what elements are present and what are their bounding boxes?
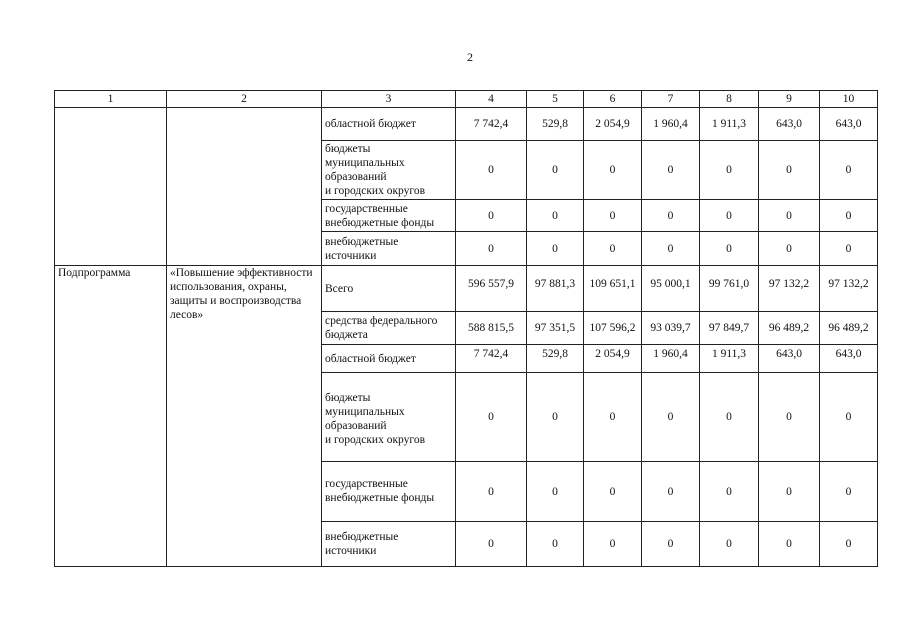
table-row (55, 108, 878, 141)
value-cell: 0 (700, 522, 759, 567)
empty-cell (55, 108, 167, 266)
value-cell: 7 742,4 (456, 345, 527, 373)
value-cell: 0 (527, 200, 584, 232)
value-cell: 0 (700, 232, 759, 266)
table-header-row (55, 91, 878, 108)
value-cell: 529,8 (527, 345, 584, 373)
value-cell: 1 911,3 (700, 108, 759, 141)
value-cell: 643,0 (759, 345, 820, 373)
page-number: 2 (467, 50, 473, 64)
value-cell: 0 (584, 522, 642, 567)
column-header: 6 (584, 91, 642, 108)
value-cell: 0 (820, 462, 878, 522)
funding-source-cell: бюджеты муниципальных образований и городских округов (322, 141, 456, 200)
funding-source-cell: областной бюджет (322, 108, 456, 141)
value-cell: 0 (527, 141, 584, 200)
value-cell: 0 (642, 522, 700, 567)
value-cell: 97 132,2 (820, 266, 878, 312)
value-cell: 96 489,2 (759, 312, 820, 345)
value-cell: 0 (700, 462, 759, 522)
value-cell: 0 (700, 373, 759, 462)
value-cell: 107 596,2 (584, 312, 642, 345)
value-cell: 0 (527, 462, 584, 522)
table-row (55, 266, 878, 312)
value-cell: 0 (642, 200, 700, 232)
column-header: 3 (322, 91, 456, 108)
value-cell: 1 911,3 (700, 345, 759, 373)
value-cell: 0 (584, 462, 642, 522)
funding-source-cell: государственные внебюджетные фонды (322, 200, 456, 232)
value-cell: 0 (642, 232, 700, 266)
value-cell: 0 (700, 200, 759, 232)
funding-source-cell: внебюджетные источники (322, 522, 456, 567)
column-header: 9 (759, 91, 820, 108)
value-cell: 0 (820, 232, 878, 266)
value-cell: 2 054,9 (584, 345, 642, 373)
value-cell: 596 557,9 (456, 266, 527, 312)
value-cell: 0 (527, 522, 584, 567)
value-cell: 97 132,2 (759, 266, 820, 312)
value-cell: 0 (584, 141, 642, 200)
funding-source-cell: средства федерального бюджета (322, 312, 456, 345)
value-cell: 1 960,4 (642, 108, 700, 141)
value-cell: 0 (584, 373, 642, 462)
value-cell: 96 489,2 (820, 312, 878, 345)
value-cell: 0 (456, 200, 527, 232)
value-cell: 0 (759, 522, 820, 567)
value-cell: 99 761,0 (700, 266, 759, 312)
value-cell: 588 815,5 (456, 312, 527, 345)
value-cell: 97 849,7 (700, 312, 759, 345)
column-header: 5 (527, 91, 584, 108)
column-header: 1 (55, 91, 167, 108)
value-cell: 0 (642, 373, 700, 462)
value-cell: 0 (759, 232, 820, 266)
funding-source-cell: областной бюджет (322, 345, 456, 373)
funding-source-cell: бюджеты муниципальных образований и городских округов (322, 373, 456, 462)
value-cell: 0 (759, 141, 820, 200)
value-cell: 95 000,1 (642, 266, 700, 312)
value-cell: 0 (759, 462, 820, 522)
value-cell: 7 742,4 (456, 108, 527, 141)
value-cell: 643,0 (759, 108, 820, 141)
value-cell: 93 039,7 (642, 312, 700, 345)
empty-cell (167, 108, 322, 266)
value-cell: 0 (820, 200, 878, 232)
value-cell: 0 (456, 232, 527, 266)
value-cell: 0 (584, 232, 642, 266)
value-cell: 0 (527, 232, 584, 266)
value-cell: 0 (456, 141, 527, 200)
subprogram-label-cell: Подпрограмма (55, 266, 167, 567)
value-cell: 0 (820, 522, 878, 567)
value-cell: 0 (642, 462, 700, 522)
column-header: 10 (820, 91, 878, 108)
value-cell: 0 (759, 373, 820, 462)
value-cell: 643,0 (820, 345, 878, 373)
column-header: 2 (167, 91, 322, 108)
value-cell: 0 (456, 522, 527, 567)
funding-source-cell: государственные внебюджетные фонды (322, 462, 456, 522)
funding-source-cell: Всего (322, 266, 456, 312)
column-header: 7 (642, 91, 700, 108)
column-header: 8 (700, 91, 759, 108)
funding-source-cell: внебюджетные источники (322, 232, 456, 266)
value-cell: 0 (759, 200, 820, 232)
subprogram-name-cell: «Повышение эффективности использования, охраны, защиты и воспроизводства лесов» (167, 266, 322, 567)
value-cell: 0 (820, 141, 878, 200)
value-cell: 0 (820, 373, 878, 462)
value-cell: 97 881,3 (527, 266, 584, 312)
value-cell: 0 (584, 200, 642, 232)
value-cell: 0 (642, 141, 700, 200)
value-cell: 109 651,1 (584, 266, 642, 312)
value-cell: 1 960,4 (642, 345, 700, 373)
value-cell: 0 (700, 141, 759, 200)
value-cell: 0 (527, 373, 584, 462)
value-cell: 529,8 (527, 108, 584, 141)
value-cell: 0 (456, 373, 527, 462)
value-cell: 2 054,9 (584, 108, 642, 141)
budget-table (54, 90, 878, 567)
column-header: 4 (456, 91, 527, 108)
value-cell: 643,0 (820, 108, 878, 141)
value-cell: 97 351,5 (527, 312, 584, 345)
value-cell: 0 (456, 462, 527, 522)
